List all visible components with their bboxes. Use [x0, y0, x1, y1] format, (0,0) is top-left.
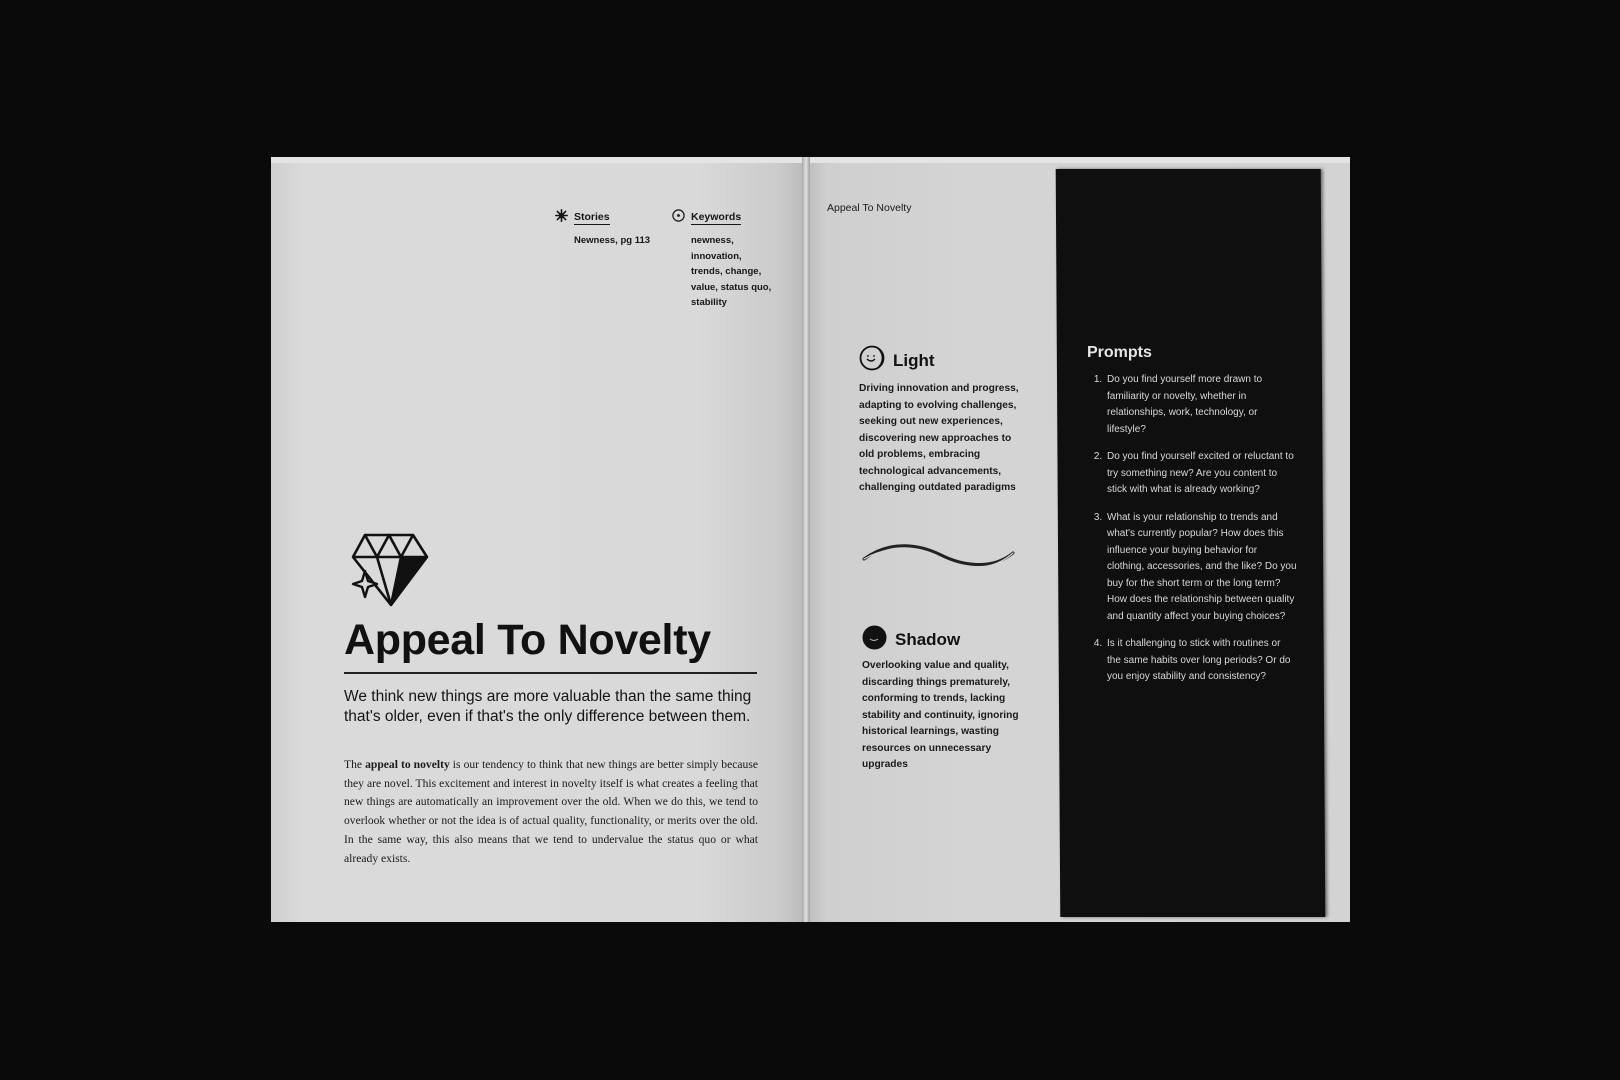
smiling-face-outline-icon	[859, 345, 885, 376]
starburst-icon	[555, 209, 568, 227]
open-book	[271, 157, 1350, 922]
target-circle-icon	[672, 209, 685, 227]
body-text-rest: is our tendency to think that new things are better simply because they are novel. This excitement and interest in novelty itself is what creates a feeling that new things are automatically an improvement over the old. When we do this, we tend to overlook whether or not the idea is of actual quality, functionality, or merits over the old. In the same way, this also means that we tend to undervalue the status quo or what already exists.	[344, 758, 758, 865]
keyword-line: stability	[691, 297, 727, 308]
keywords-block	[672, 209, 771, 311]
keywords-label: Keywords	[691, 211, 742, 223]
keyword-line: newness,	[691, 235, 734, 246]
diamond-icon	[351, 533, 429, 607]
shadow-text: Overlooking value and quality, discarding things prematurely, conforming to trends, lacking stability and continuity, ignoring historical learnings, wasting resources on unnecessary upgrades	[862, 660, 1019, 770]
prompt-item: 1. Do you find yourself more drawn to familiarity or novelty, whether in relationships, work, technology, or lifestyle?	[1105, 372, 1297, 438]
keyword-line: value, status quo,	[691, 281, 772, 293]
stories-block	[555, 209, 650, 249]
prompt-item: 2. Do you find yourself excited or reluctant to try something new? Are you content to stick with what is already working?	[1105, 449, 1297, 499]
light-text: Driving innovation and progress, adapting to evolving challenges, seeking out new experiences, discovering new approaches to old problems, embracing technological advancements, challenging outdated paradigms	[859, 383, 1019, 493]
keyword-line: trends, change,	[691, 266, 762, 277]
prompts-title: Prompts	[1087, 344, 1152, 361]
page-title: Appeal To Novelty	[344, 616, 711, 664]
running-head: Appeal To Novelty	[827, 202, 912, 214]
light-heading	[859, 345, 935, 376]
wave-line-icon	[861, 541, 1017, 571]
prompt-item: 4. Is it challenging to stick with routines or the same habits over long periods? Or do you enjoy stability and consistency?	[1105, 636, 1297, 686]
subtitle: We think new things are more valuable than the same thing that's older, even if that's the only difference between them.	[344, 688, 752, 725]
body-paragraph	[344, 756, 758, 868]
prompt-item: 3. What is your relationship to trends and what's currently popular? How does this influence your buying behavior for clothing, accessories, and the like? Do you buy for the short term or the long term? How does the relationship between quality and quantity affect your buying choices?	[1105, 510, 1297, 626]
face-filled-icon	[862, 625, 887, 655]
book-spine	[802, 157, 810, 922]
page-edge	[271, 157, 1350, 163]
shadow-heading	[862, 625, 960, 655]
body-bold-term: appeal to novelty	[365, 758, 450, 771]
shadow-title: Shadow	[895, 630, 961, 649]
body-text-start: The	[344, 758, 366, 771]
stories-text: Newness, pg 113	[574, 235, 651, 246]
light-title: Light	[893, 350, 935, 370]
keywords-list	[691, 233, 771, 311]
keyword-line: innovation,	[691, 250, 742, 262]
title-underline	[344, 672, 757, 674]
prompts-list	[1089, 372, 1297, 697]
stories-label: Stories	[574, 211, 610, 223]
